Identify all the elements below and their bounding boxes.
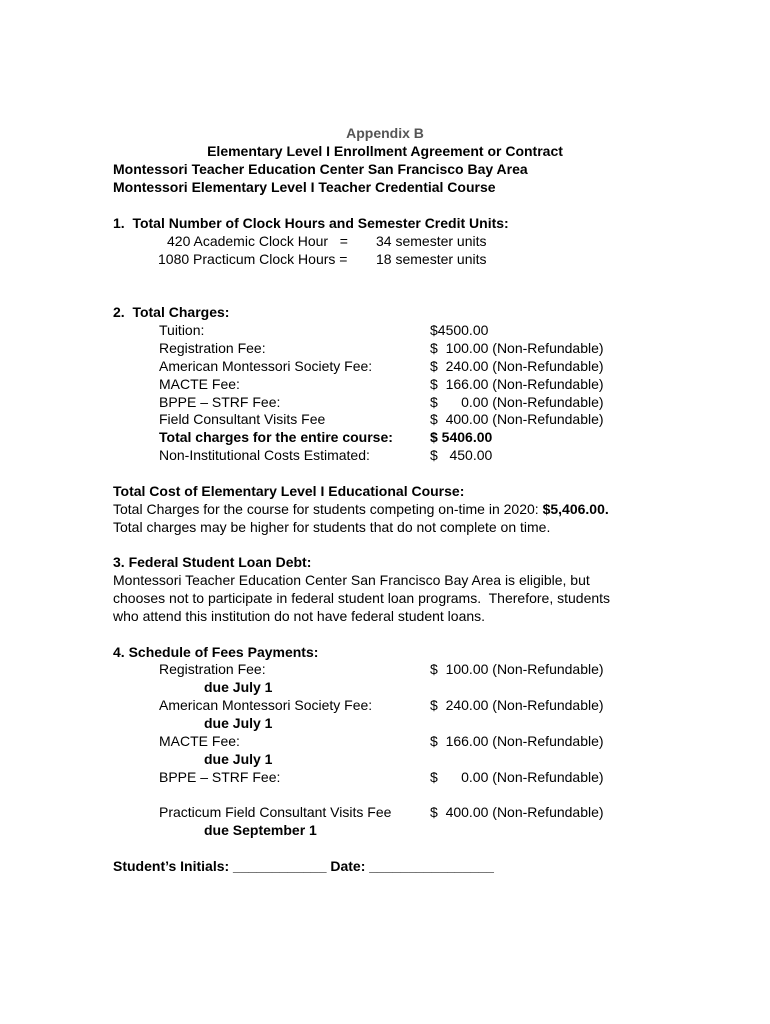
charge-label: American Montessori Society Fee: (159, 358, 373, 374)
section-2-heading: 2. Total Charges: (113, 304, 230, 320)
charge-amount: $ 100.00 (Non-Refundable) (430, 340, 604, 356)
initials-date-line (113, 857, 494, 875)
charge-amount: $ 400.00 (Non-Refundable) (430, 411, 604, 427)
clock-hours-practicum-value: 18 semester units (376, 251, 487, 267)
schedule-amount: $ 100.00 (Non-Refundable) (430, 661, 604, 677)
charge-label: MACTE Fee: (159, 376, 240, 392)
header-line-2: Montessori Teacher Education Center San Francisco Bay Area (113, 161, 528, 177)
schedule-amount: $ 400.00 (Non-Refundable) (430, 804, 604, 820)
section-3-line-1: Montessori Teacher Education Center San Francisco Bay Area is eligible, but (113, 572, 590, 588)
section-1-heading: 1. Total Number of Clock Hours and Semester Credit Units: (113, 215, 509, 231)
total-cost-line-1-text: Total Charges for the course for students competing on-time in 2020: (113, 501, 543, 517)
section-3-line-2: chooses not to participate in federal student loan programs. Therefore, students (113, 590, 611, 606)
clock-hours-practicum-label: 1080 Practicum Clock Hours = (158, 251, 348, 267)
schedule-label: Practicum Field Consultant Visits Fee (159, 804, 392, 820)
charge-label: Tuition: (159, 322, 205, 338)
student-initials-field: Student’s Initials: ____________ (113, 858, 327, 874)
schedule-due-date: due September 1 (204, 822, 317, 838)
charge-amount: $4500.00 (430, 322, 489, 338)
total-cost-line-1 (113, 500, 609, 518)
schedule-label: American Montessori Society Fee: (159, 697, 373, 713)
section-3-line-3: who attend this institution do not have federal student loans. (113, 608, 486, 624)
total-charges-label: Total charges for the entire course: (159, 429, 393, 445)
charge-amount: $ 0.00 (Non-Refundable) (430, 394, 604, 410)
schedule-due-date: due July 1 (204, 679, 273, 695)
charge-amount: $ 240.00 (Non-Refundable) (430, 358, 604, 374)
schedule-amount: $ 166.00 (Non-Refundable) (430, 733, 604, 749)
charge-amount: $ 166.00 (Non-Refundable) (430, 376, 604, 392)
schedule-due-date: due July 1 (204, 751, 273, 767)
clock-hours-academic-label: 420 Academic Clock Hour = (167, 233, 348, 249)
section-3-heading: 3. Federal Student Loan Debt: (113, 554, 312, 570)
schedule-label: MACTE Fee: (159, 733, 240, 749)
schedule-due-date: due July 1 (204, 715, 273, 731)
charge-label: Non-Institutional Costs Estimated: (159, 447, 370, 463)
charge-amount: $ 450.00 (430, 447, 493, 463)
total-charges-amount: $ 5406.00 (430, 429, 493, 445)
date-field: Date: ________________ (330, 858, 494, 874)
header-line-3: Montessori Elementary Level I Teacher Credential Course (113, 179, 496, 195)
total-cost-heading: Total Cost of Elementary Level I Educational Course: (113, 483, 465, 499)
charge-label: Registration Fee: (159, 340, 266, 356)
section-4-heading: 4. Schedule of Fees Payments: (113, 644, 319, 660)
appendix-title: Appendix B (346, 125, 424, 141)
schedule-label: BPPE – STRF Fee: (159, 769, 281, 785)
header-line-1: Elementary Level I Enrollment Agreement or Contract (207, 143, 563, 159)
charge-label: Field Consultant Visits Fee (159, 411, 326, 427)
clock-hours-academic-value: 34 semester units (376, 233, 487, 249)
schedule-label: Registration Fee: (159, 661, 266, 677)
total-cost-amount: $5,406.00. (542, 501, 609, 517)
charge-label: BPPE – STRF Fee: (159, 394, 281, 410)
schedule-amount: $ 240.00 (Non-Refundable) (430, 697, 604, 713)
schedule-amount: $ 0.00 (Non-Refundable) (430, 769, 604, 785)
total-cost-line-2: Total charges may be higher for students that do not complete on time. (113, 519, 551, 535)
